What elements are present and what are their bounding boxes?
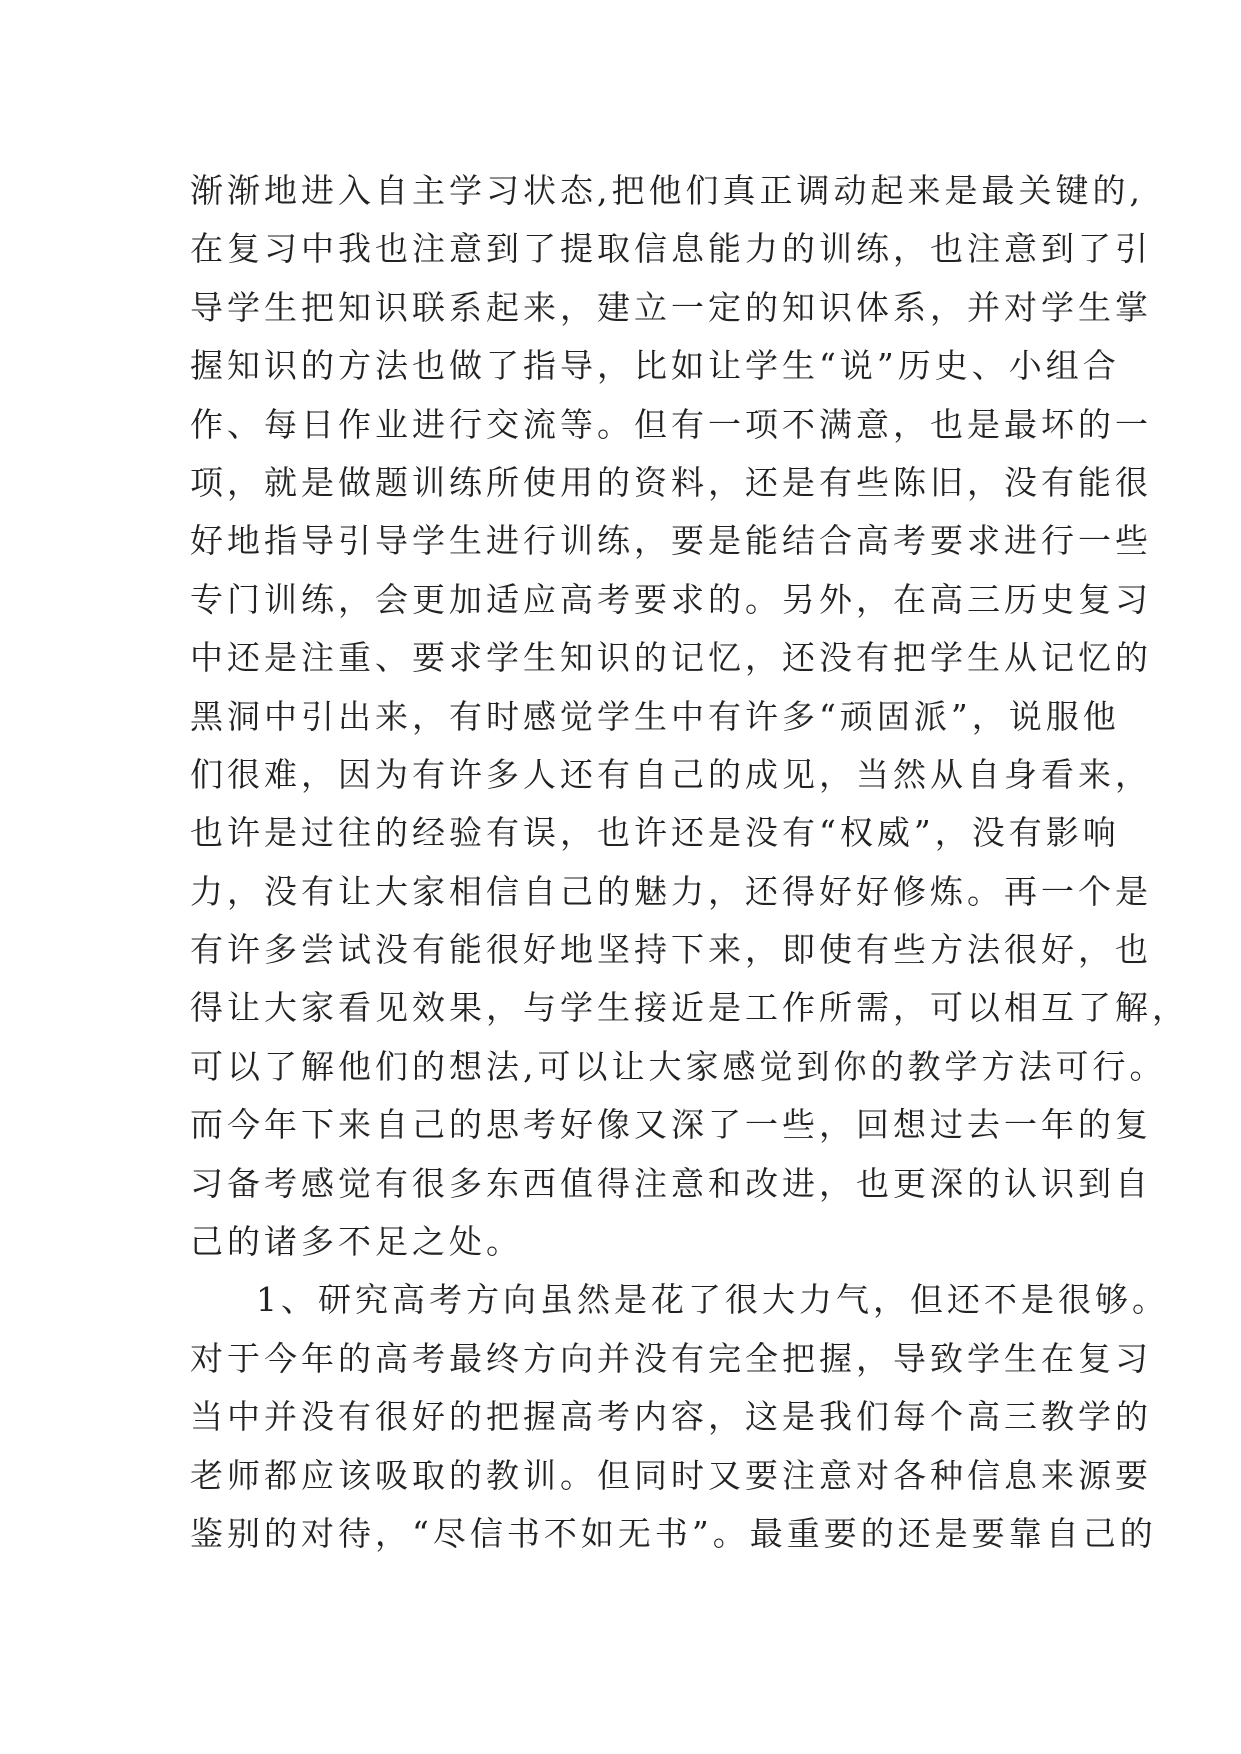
text-line: 在复习中我也注意到了提取信息能力的训练，也注意到了引	[190, 229, 1152, 269]
text-line: 而今年下来自己的思考好像又深了一些，回想过去一年的复	[190, 1105, 1152, 1145]
text-line: 中还是注重、要求学生知识的记忆，还没有把学生从记忆的	[190, 638, 1152, 678]
text-line: 握知识的方法也做了指导，比如让学生“说”历史、小组合	[190, 346, 1120, 386]
text-line: 有许多尝试没有能很好地坚持下来，即使有些方法很好，也	[190, 930, 1152, 970]
text-line: 项，就是做题训练所使用的资料，还是有些陈旧，没有能很	[190, 462, 1152, 502]
text-line: 也许是过往的经验有误，也许还是没有“权威”，没有影响	[190, 813, 1120, 853]
text-line: 渐渐地进入自主学习状态,把他们真正调动起来是最关键的,	[190, 171, 1144, 210]
text-line: 得让大家看见效果，与学生接近是工作所需，可以相互了解，	[190, 988, 1189, 1028]
text-line: 力，没有让大家相信自己的魅力，还得好好修炼。再一个是	[190, 871, 1152, 911]
text-line: 黑洞中引出来，有时感觉学生中有许多“顽固派”，说服他	[190, 696, 1120, 736]
text-line: 己的诸多不足之处。	[190, 1222, 523, 1262]
text-line: 鉴别的对待，“尽信书不如无书”。最重要的还是要靠自己的	[190, 1513, 1157, 1553]
text-line: 专门训练，会更加适应高考要求的。另外，在高三历史复习	[190, 579, 1152, 619]
text-line: 好地指导引导学生进行训练，要是能结合高考要求进行一些	[190, 521, 1152, 561]
text-line: 导学生把知识联系起来，建立一定的知识体系，并对学生掌	[190, 287, 1152, 327]
body-text	[190, 162, 1189, 1563]
text-line: 们很难，因为有许多人还有自己的成见，当然从自身看来，	[190, 754, 1152, 794]
text-line: 老师都应该吸取的教训。但同时又要注意对各种信息来源要	[190, 1455, 1152, 1495]
text-line: 习备考感觉有很多东西值得注意和改进，也更深的认识到自	[190, 1163, 1152, 1203]
text-line: 当中并没有很好的把握高考内容，这是我们每个高三教学的	[190, 1397, 1152, 1437]
text-line: 可以了解他们的想法,可以让大家感觉到你的教学方法可行。	[190, 1046, 1167, 1086]
paragraph-start-line: 1、研究高考方向虽然是花了很大力气，但还不是很够。	[256, 1280, 1169, 1320]
text-line: 对于今年的高考最终方向并没有完全把握，导致学生在复习	[190, 1338, 1152, 1378]
text-line: 作、每日作业进行交流等。但有一项不满意，也是最坏的一	[190, 404, 1152, 444]
